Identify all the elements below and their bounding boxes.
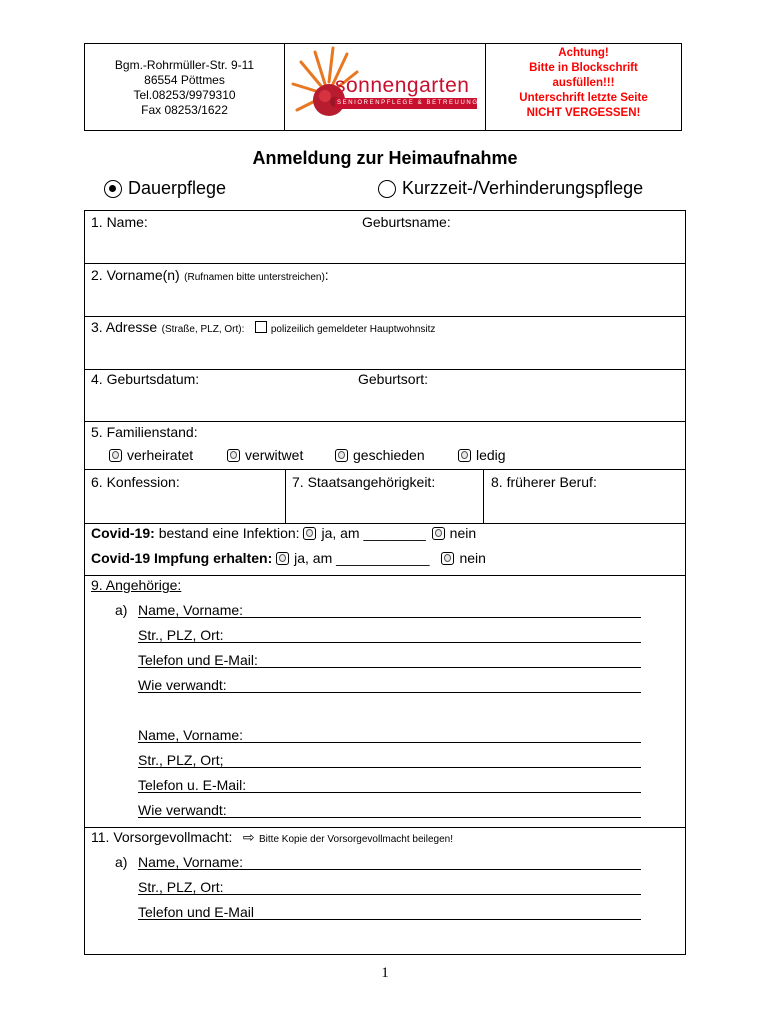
firstname-hint: (Rufnamen bitte unterstreichen) <box>184 272 325 283</box>
proxy-phone-label: Telefon und E-Mail <box>138 904 254 920</box>
checkbox-icon[interactable] <box>109 449 122 462</box>
address-hint: (Straße, PLZ, Ort): <box>161 324 245 335</box>
proxy-address-label: Str., PLZ, Ort: <box>138 879 224 895</box>
divider <box>84 523 686 524</box>
relative1-relation-label: Wie verwandt: <box>138 677 227 693</box>
relative1-address-label: Str., PLZ, Ort: <box>138 627 224 643</box>
logo <box>285 44 485 130</box>
relative1-phone-label: Telefon und E-Mail: <box>138 652 258 668</box>
divider <box>84 369 686 370</box>
firstname-label-group <box>91 267 329 285</box>
relative2-address-line[interactable] <box>138 767 641 768</box>
care-type-label: Kurzzeit-/Verhinderungspflege <box>402 178 644 198</box>
covid-infection-row <box>91 525 476 541</box>
address-line: 86554 Pöttmes <box>144 73 225 87</box>
divider <box>84 263 686 264</box>
care-type-permanent[interactable] <box>104 178 226 199</box>
relative2-name-label: Name, Vorname: <box>138 727 244 743</box>
divider <box>84 469 686 470</box>
option-label: geschieden <box>353 447 425 463</box>
marital-label: 5. Familienstand: <box>91 424 198 440</box>
proxy-name-line[interactable] <box>138 869 641 870</box>
vaccination-yes-label: ja, am ____________ <box>294 550 430 566</box>
profession-label: 8. früherer Beruf: <box>491 474 597 490</box>
covid-infection-text: bestand eine Infektion: <box>158 525 300 541</box>
address-label: 3. Adresse <box>91 319 158 335</box>
proxy-marker: a) <box>115 854 128 870</box>
checkbox-icon[interactable] <box>227 449 240 462</box>
address-label-group <box>91 319 435 337</box>
notice-line: NICHT VERGESSEN! <box>526 107 641 119</box>
page-number: 1 <box>381 965 389 981</box>
marital-option-married[interactable] <box>109 447 193 463</box>
address-line: Tel.08253/9979310 <box>133 88 236 102</box>
vaccination-yes-checkbox[interactable] <box>276 552 289 565</box>
proxy-hint: Bitte Kopie der Vorsorgevollmacht beilegen! <box>259 834 454 845</box>
covid-vaccination-row <box>91 550 486 566</box>
care-type-label: Dauerpflege <box>128 178 227 198</box>
relatives-heading: 9. Angehörige: <box>91 577 182 593</box>
relative2-relation-label: Wie verwandt: <box>138 802 227 818</box>
option-label: verheiratet <box>127 447 194 463</box>
notice-line: ausfüllen!!! <box>552 77 615 89</box>
relative1-relation-line[interactable] <box>138 692 641 693</box>
address-field[interactable] <box>88 337 682 365</box>
vaccination-no-checkbox[interactable] <box>441 552 454 565</box>
checkbox-icon[interactable] <box>458 449 471 462</box>
notice-line: Achtung! <box>558 47 609 59</box>
relative2-phone-label: Telefon u. E-Mail: <box>138 777 247 793</box>
relative1-name-label: Name, Vorname: <box>138 602 244 618</box>
divider <box>84 575 686 576</box>
divider <box>84 421 686 422</box>
proxy-phone-line[interactable] <box>138 919 641 920</box>
option-label: ledig <box>476 447 506 463</box>
firstname-colon: : <box>324 267 329 283</box>
relatives-marker: a) <box>115 602 128 618</box>
column-divider <box>483 469 484 523</box>
citizenship-label: 7. Staatsangehörigkeit: <box>292 474 436 490</box>
marital-option-divorced[interactable] <box>335 447 425 463</box>
relative2-address-label: Str., PLZ, Ort; <box>138 752 224 768</box>
relative2-relation-line[interactable] <box>138 817 641 818</box>
main-residence-checkbox[interactable] <box>255 321 267 333</box>
infection-no-label: nein <box>449 525 477 541</box>
address-line: Bgm.-Rohrmüller-Str. 9-11 <box>114 58 255 72</box>
birth-name-label: Geburtsname: <box>362 214 451 230</box>
header-box <box>84 43 682 131</box>
vaccination-no-label: nein <box>459 550 486 566</box>
infection-no-checkbox[interactable] <box>432 527 445 540</box>
checkbox-icon[interactable] <box>335 449 348 462</box>
care-type-short-term[interactable] <box>378 178 643 199</box>
birthdate-label: 4. Geburtsdatum: <box>91 371 200 387</box>
logo-tagline-bar <box>335 98 477 109</box>
infection-yes-label: ja, am ________ <box>321 525 426 541</box>
relative1-phone-line[interactable] <box>138 667 641 668</box>
name-field[interactable] <box>88 232 682 260</box>
proxy-address-line[interactable] <box>138 894 641 895</box>
marital-option-widowed[interactable] <box>227 447 303 463</box>
confession-label: 6. Konfession: <box>91 474 180 490</box>
name-label: 1. Name: <box>91 214 148 230</box>
firstname-field[interactable] <box>88 285 682 313</box>
infection-yes-checkbox[interactable] <box>303 527 316 540</box>
radio-selected-icon[interactable] <box>104 180 122 198</box>
covid-infection-bold: Covid-19: <box>91 525 155 541</box>
notice-block <box>485 44 681 130</box>
marital-option-single[interactable] <box>458 447 506 463</box>
proxy-heading: 11. Vorsorgevollmacht: <box>91 829 233 845</box>
notice-line: Bitte in Blockschrift <box>529 62 638 74</box>
relative1-address-line[interactable] <box>138 642 641 643</box>
form-title: Anmeldung zur Heimaufnahme <box>252 148 518 168</box>
birthplace-label: Geburtsort: <box>358 371 429 387</box>
covid-vaccination-bold: Covid-19 Impfung erhalten: <box>91 550 273 566</box>
column-divider <box>285 469 286 523</box>
relative2-name-line[interactable] <box>138 742 641 743</box>
birthdate-field[interactable] <box>88 390 682 418</box>
address-line: Fax 08253/1622 <box>141 103 228 117</box>
proxy-name-label: Name, Vorname: <box>138 854 244 870</box>
main-residence-label: polizeilich gemeldeter Hauptwohnsitz <box>270 324 436 335</box>
arrow-right-icon: ⇨ <box>242 829 255 845</box>
notice-line: Unterschrift letzte Seite <box>519 92 648 104</box>
logo-tagline: SENIORENPFLEGE & BETREUUNG <box>337 100 479 106</box>
address-block <box>85 44 285 130</box>
option-label: verwitwet <box>245 447 304 463</box>
divider <box>84 827 686 828</box>
relative1-name-line[interactable] <box>138 617 641 618</box>
firstname-label: 2. Vorname(n) <box>91 267 180 283</box>
relative2-phone-line[interactable] <box>138 792 641 793</box>
radio-unselected-icon[interactable] <box>378 180 396 198</box>
logo-name: sonnengarten <box>335 74 470 97</box>
divider <box>84 316 686 317</box>
proxy-heading-row <box>91 829 453 847</box>
